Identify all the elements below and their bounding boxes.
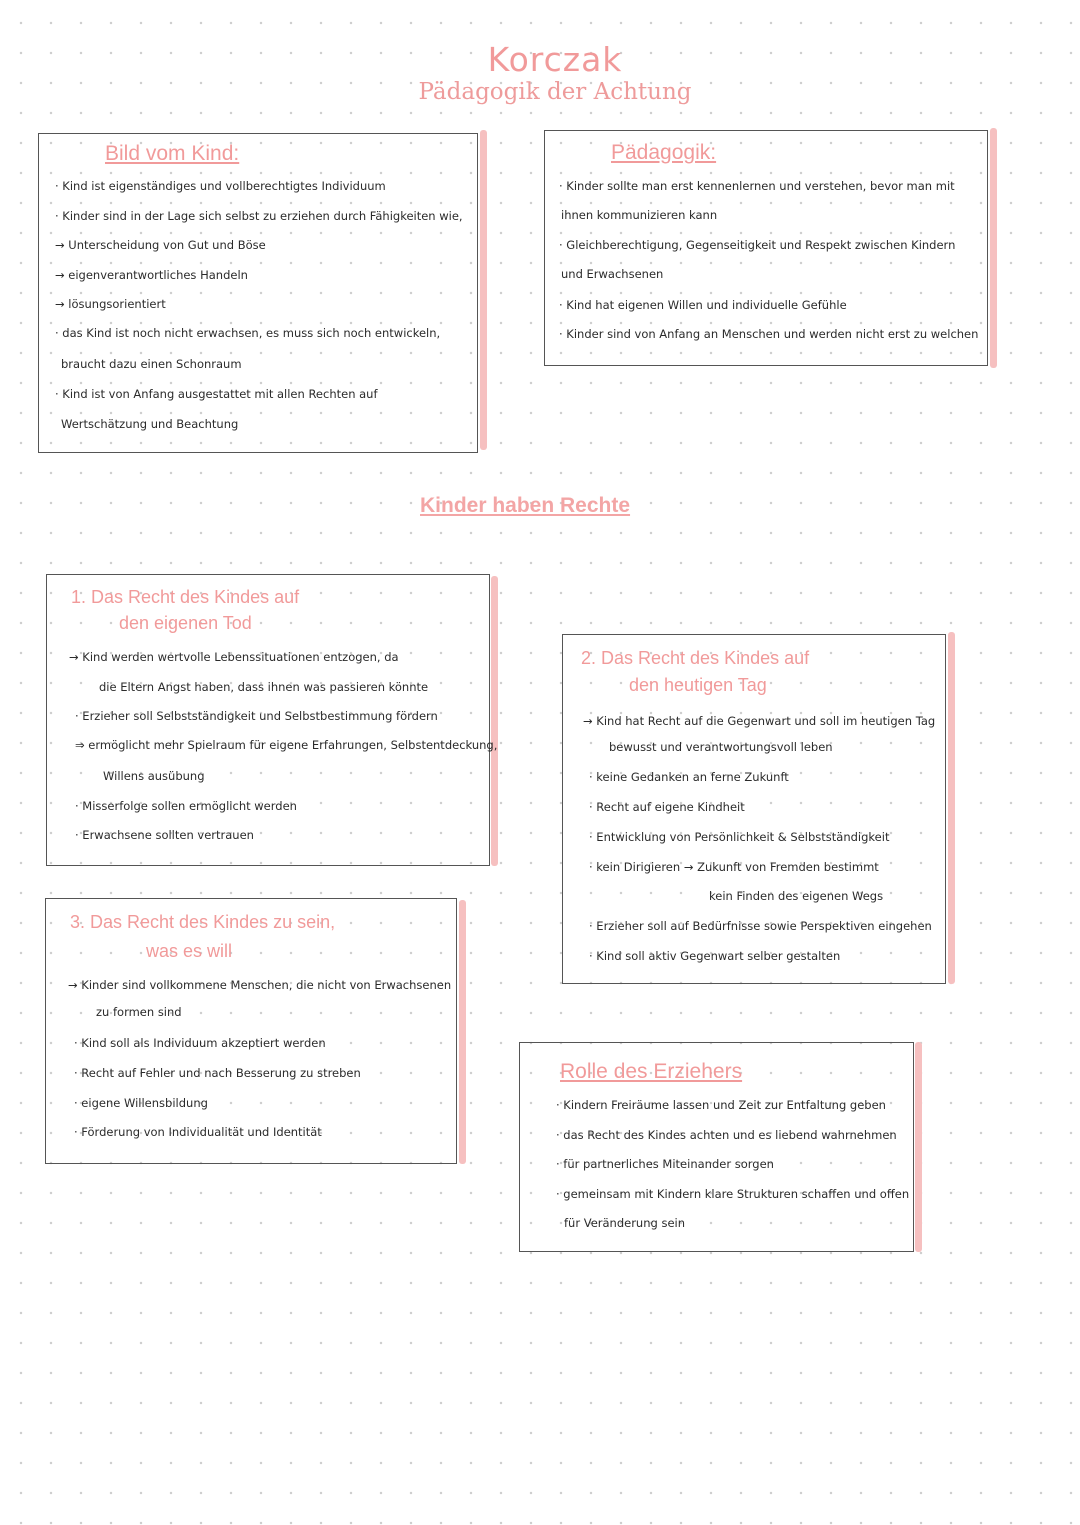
- recht1-line: · Misserfolge sollen ermöglicht werden: [75, 799, 297, 813]
- recht2-heading-line1: 2. Das Recht des Kindes auf: [581, 648, 810, 668]
- recht3-line: → Kinder sind vollkommene Menschen, die nicht von Erwachsenen: [68, 978, 452, 992]
- recht2-line: · kein Dirigieren → Zukunft von Fremden bestimmt: [589, 860, 879, 874]
- rolle-heading: Rolle des Erziehers: [560, 1060, 743, 1083]
- recht1-box: [46, 574, 498, 866]
- paed-line: und Erwachsenen: [561, 267, 664, 281]
- recht2-box: [562, 634, 946, 984]
- recht2-line: · Kind soll aktiv Gegenwart selber gestalten: [589, 949, 841, 963]
- paed-line: · Gleichberechtigung, Gegenseitigkeit und Respekt zwischen Kindern: [559, 238, 956, 252]
- rolle-box: [519, 1042, 914, 1252]
- recht3-line: · Förderung von Individualität und Identität: [74, 1125, 322, 1139]
- recht3-line: · eigene Willensbildung: [74, 1096, 208, 1110]
- bild-line: → Unterscheidung von Gut und Böse: [55, 238, 266, 252]
- rolle-accent-bar: [915, 1042, 922, 1252]
- paed-line: · Kinder sind von Anfang an Menschen und werden nicht erst zu welchen: [559, 327, 979, 341]
- bild-accent-bar: [480, 130, 487, 450]
- recht1-line: Willens ausübung: [103, 769, 205, 783]
- recht1-heading-line2: den eigenen Tod: [119, 613, 252, 633]
- recht1-heading-line1: 1. Das Recht des Kindes auf: [71, 587, 300, 607]
- recht1-line: · Erzieher soll Selbstständigkeit und Selbstbestimmung fördern: [75, 709, 438, 723]
- bild-line: · Kind ist von Anfang ausgestattet mit allen Rechten auf: [55, 387, 378, 401]
- recht3-line: · Kind soll als Individuum akzeptiert werden: [74, 1036, 326, 1050]
- recht3-heading-line2: was es will: [146, 941, 233, 961]
- page-title: Korczak: [487, 40, 623, 79]
- section-heading: Kinder haben Rechte: [420, 494, 631, 517]
- recht2-accent-bar: [948, 632, 955, 984]
- paed-line: · Kinder sollte man erst kennenlernen und verstehen, bevor man mit: [559, 179, 955, 193]
- recht2-line: · keine Gedanken an ferne Zukunft: [589, 770, 789, 784]
- recht1-line: ⇒ ermöglicht mehr Spielraum für eigene Erfahrungen, Selbstentdeckung,: [75, 738, 498, 752]
- bild-line: → lösungsorientiert: [55, 297, 166, 311]
- recht3-heading-line1: 3. Das Recht des Kindes zu sein,: [70, 912, 336, 932]
- rolle-line: für Veränderung sein: [564, 1216, 686, 1230]
- recht3-box: [45, 898, 457, 1164]
- bild-line: braucht dazu einen Schonraum: [61, 357, 242, 371]
- recht3-accent-bar: [459, 900, 466, 1164]
- recht2-line: kein Finden des eigenen Wegs: [709, 889, 884, 903]
- bild-box: [38, 133, 478, 453]
- recht1-accent-bar: [491, 576, 498, 866]
- bild-line: · Kind ist eigenständiges und vollberechtigtes Individuum: [55, 179, 386, 193]
- recht3-line: zu formen sind: [96, 1005, 182, 1019]
- bild-line: Wertschätzung und Beachtung: [61, 417, 239, 431]
- recht3-line: · Recht auf Fehler und nach Besserung zu streben: [74, 1066, 361, 1080]
- rolle-line: · gemeinsam mit Kindern klare Strukturen schaffen und offen: [556, 1187, 910, 1201]
- bild-line: · Kinder sind in der Lage sich selbst zu erziehen durch Fähigkeiten wie,: [55, 209, 463, 223]
- bild-line: · das Kind ist noch nicht erwachsen, es muss sich noch entwickeln,: [55, 326, 441, 340]
- recht2-line: · Recht auf eigene Kindheit: [589, 800, 745, 814]
- rolle-line: · für partnerliches Miteinander sorgen: [556, 1157, 774, 1171]
- page-subtitle: Pädagogik der Achtung: [418, 79, 692, 105]
- paed-box: [544, 130, 988, 366]
- recht1-line: die Eltern Angst haben, dass ihnen was passieren könnte: [99, 680, 429, 694]
- rolle-line: · Kindern Freiräume lassen und Zeit zur Entfaltung geben: [556, 1098, 886, 1112]
- recht2-line: · Entwicklung von Persönlichkeit & Selbstständigkeit: [589, 830, 890, 844]
- recht1-line: → Kind werden wertvolle Lebenssituationen entzogen, da: [69, 650, 399, 664]
- paed-line: ihnen kommunizieren kann: [561, 208, 718, 222]
- recht2-line: bewusst und verantwortungsvoll leben: [609, 740, 833, 754]
- recht2-heading-line2: den heutigen Tag: [629, 675, 767, 695]
- recht2-line: · Erzieher soll auf Bedürfnisse sowie Perspektiven eingehen: [589, 919, 932, 933]
- bild-heading: Bild vom Kind:: [105, 142, 240, 165]
- recht1-line: · Erwachsene sollten vertrauen: [75, 828, 254, 842]
- rolle-line: · das Recht des Kindes achten und es liebend wahrnehmen: [556, 1128, 897, 1142]
- recht2-line: → Kind hat Recht auf die Gegenwart und soll im heutigen Tag: [583, 714, 936, 728]
- bild-line: → eigenverantwortliches Handeln: [55, 268, 248, 282]
- paed-line: · Kind hat eigenen Willen und individuelle Gefühle: [559, 298, 847, 312]
- paed-accent-bar: [990, 128, 997, 368]
- paed-heading: Pädagogik:: [611, 141, 717, 164]
